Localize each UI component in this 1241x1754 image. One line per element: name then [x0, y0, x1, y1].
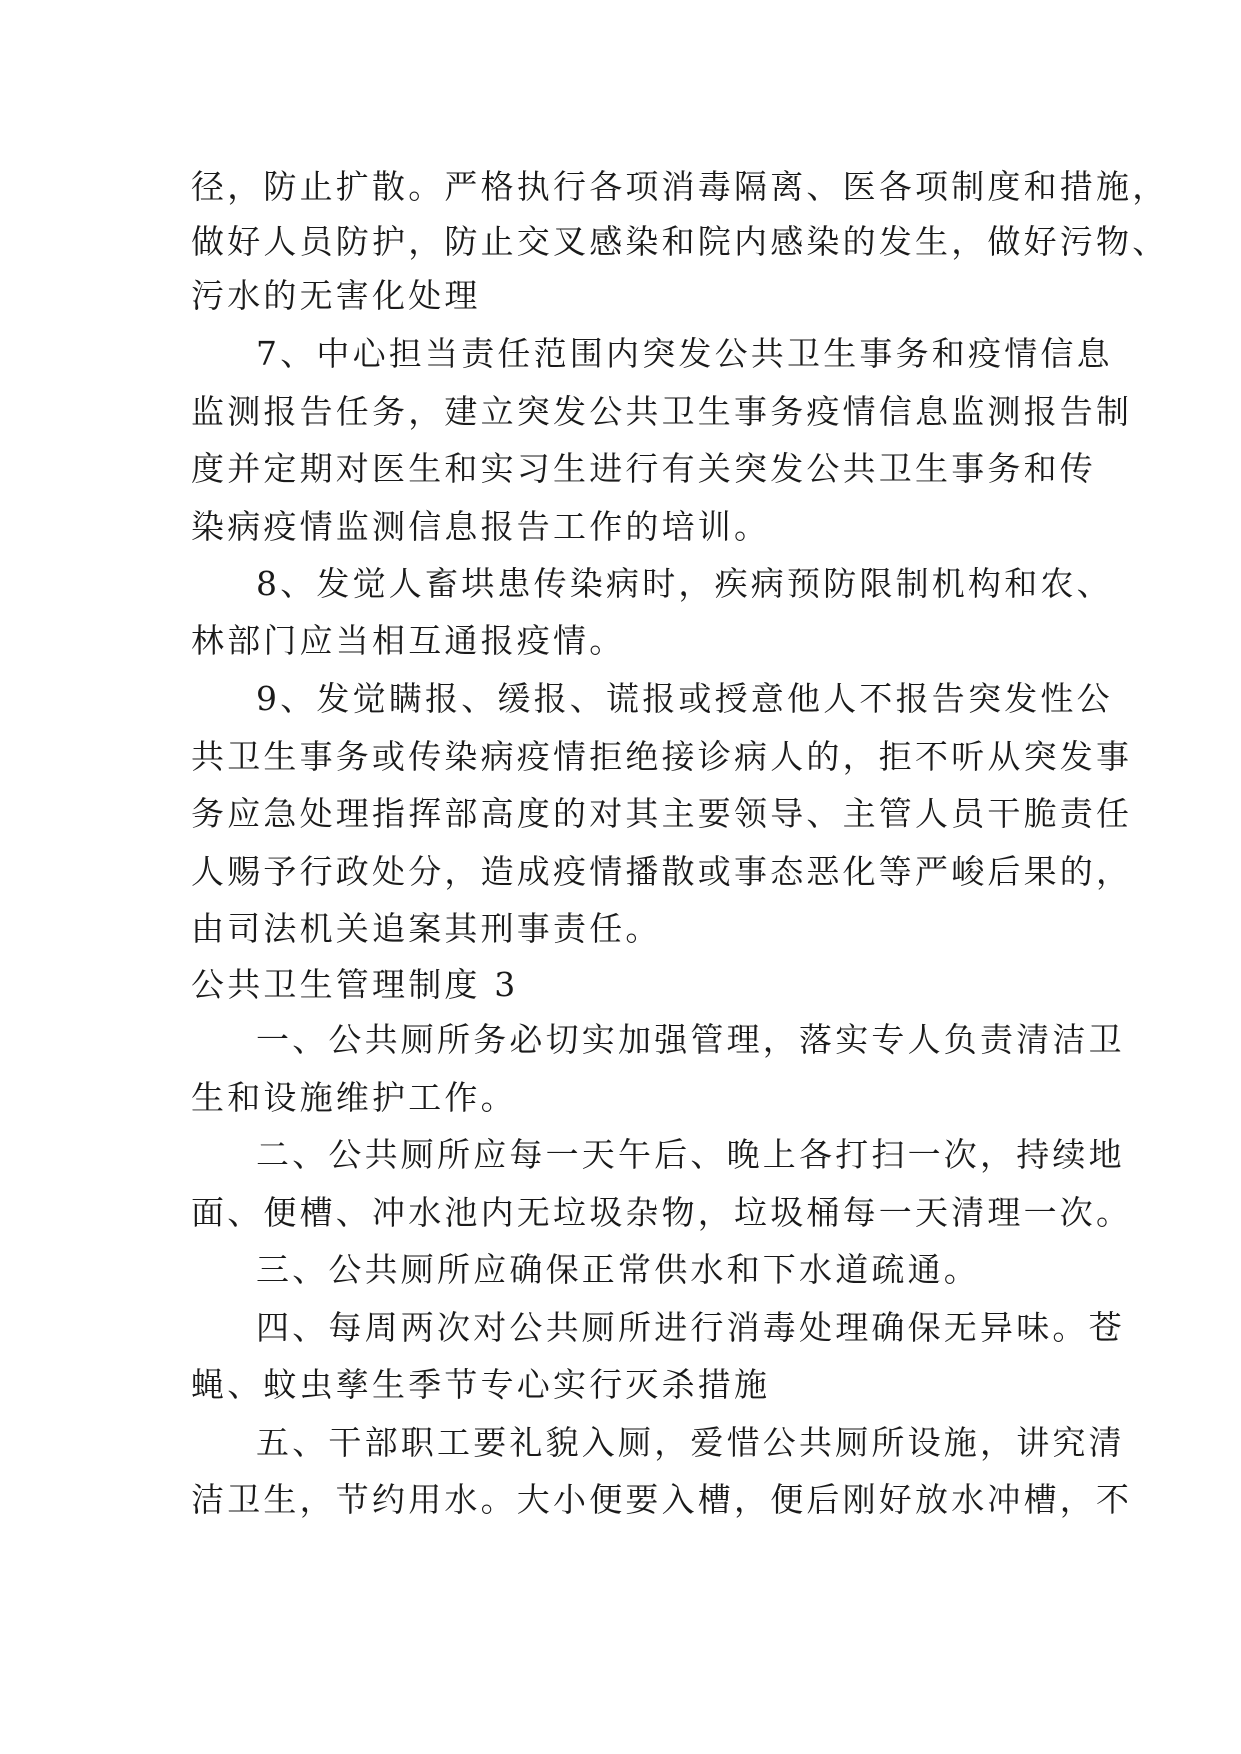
body-text-line: 度并定期对医生和实习生进行有关突发公共卫生事务和传: [191, 449, 1096, 488]
body-text-line: 共卫生事务或传染病疫情拒绝接诊病人的，拒不听从突发事: [191, 737, 1133, 776]
body-text-line: 生和设施维护工作。: [191, 1078, 517, 1117]
body-text-line: 面、便槽、冲水池内无垃圾杂物，垃圾桶每一天清理一次。: [191, 1193, 1133, 1232]
item-1-start: 一、公共厕所务必切实加强管理，落实专人负责清洁卫: [256, 1020, 1125, 1059]
body-text-line: 径，防止扩散。严格执行各项消毒隔离、医各项制度和措施，: [191, 167, 1169, 206]
body-text-line: 染病疫情监测信息报告工作的培训。: [191, 507, 771, 546]
body-text-line: 林部门应当相互通报疫情。: [191, 621, 626, 660]
body-text-line: 务应急处理指挥部高度的对其主要领导、主管人员干脆责任: [191, 794, 1133, 833]
body-text-line: 做好人员防护，防止交叉感染和院内感染的发生，做好污物、: [191, 222, 1169, 261]
body-text-line: 洁卫生，节约用水。大小便要入槽，便后刚好放水冲槽，不: [191, 1480, 1133, 1519]
item-2-start: 二、公共厕所应每一天午后、晚上各打扫一次，持续地: [256, 1135, 1125, 1174]
item-3-start: 三、公共厕所应确保正常供水和下水道疏通。: [256, 1250, 980, 1289]
body-text-line: 监测报告任务，建立突发公共卫生事务疫情信息监测报告制: [191, 392, 1133, 431]
body-text-line: 由司法机关追案其刑事责任。: [191, 909, 662, 948]
paragraph-8-start: 8、发觉人畜垬患传染病时，疾病预防限制机构和农、: [256, 564, 1113, 603]
item-5-start: 五、干部职工要礼貌入厕，爱惜公共厕所设施，讲究清: [256, 1423, 1125, 1462]
section-heading: 公共卫生管理制度 3: [191, 965, 519, 1004]
item-4-start: 四、每周两次对公共厕所进行消毒处理确保无异味。苍: [256, 1308, 1125, 1347]
paragraph-9-start: 9、发觉瞒报、缓报、谎报或授意他人不报告突发性公: [256, 679, 1113, 718]
body-text-line: 蝇、蚊虫孳生季节专心实行灭杀措施: [191, 1365, 771, 1404]
body-text-line: 人赐予行政处分，造成疫情播散或事态恶化等严峻后果的，: [191, 852, 1133, 891]
paragraph-7-start: 7、中心担当责任范围内突发公共卫生事务和疫情信息: [256, 334, 1113, 373]
body-text-line: 污水的无害化处理: [191, 276, 481, 315]
